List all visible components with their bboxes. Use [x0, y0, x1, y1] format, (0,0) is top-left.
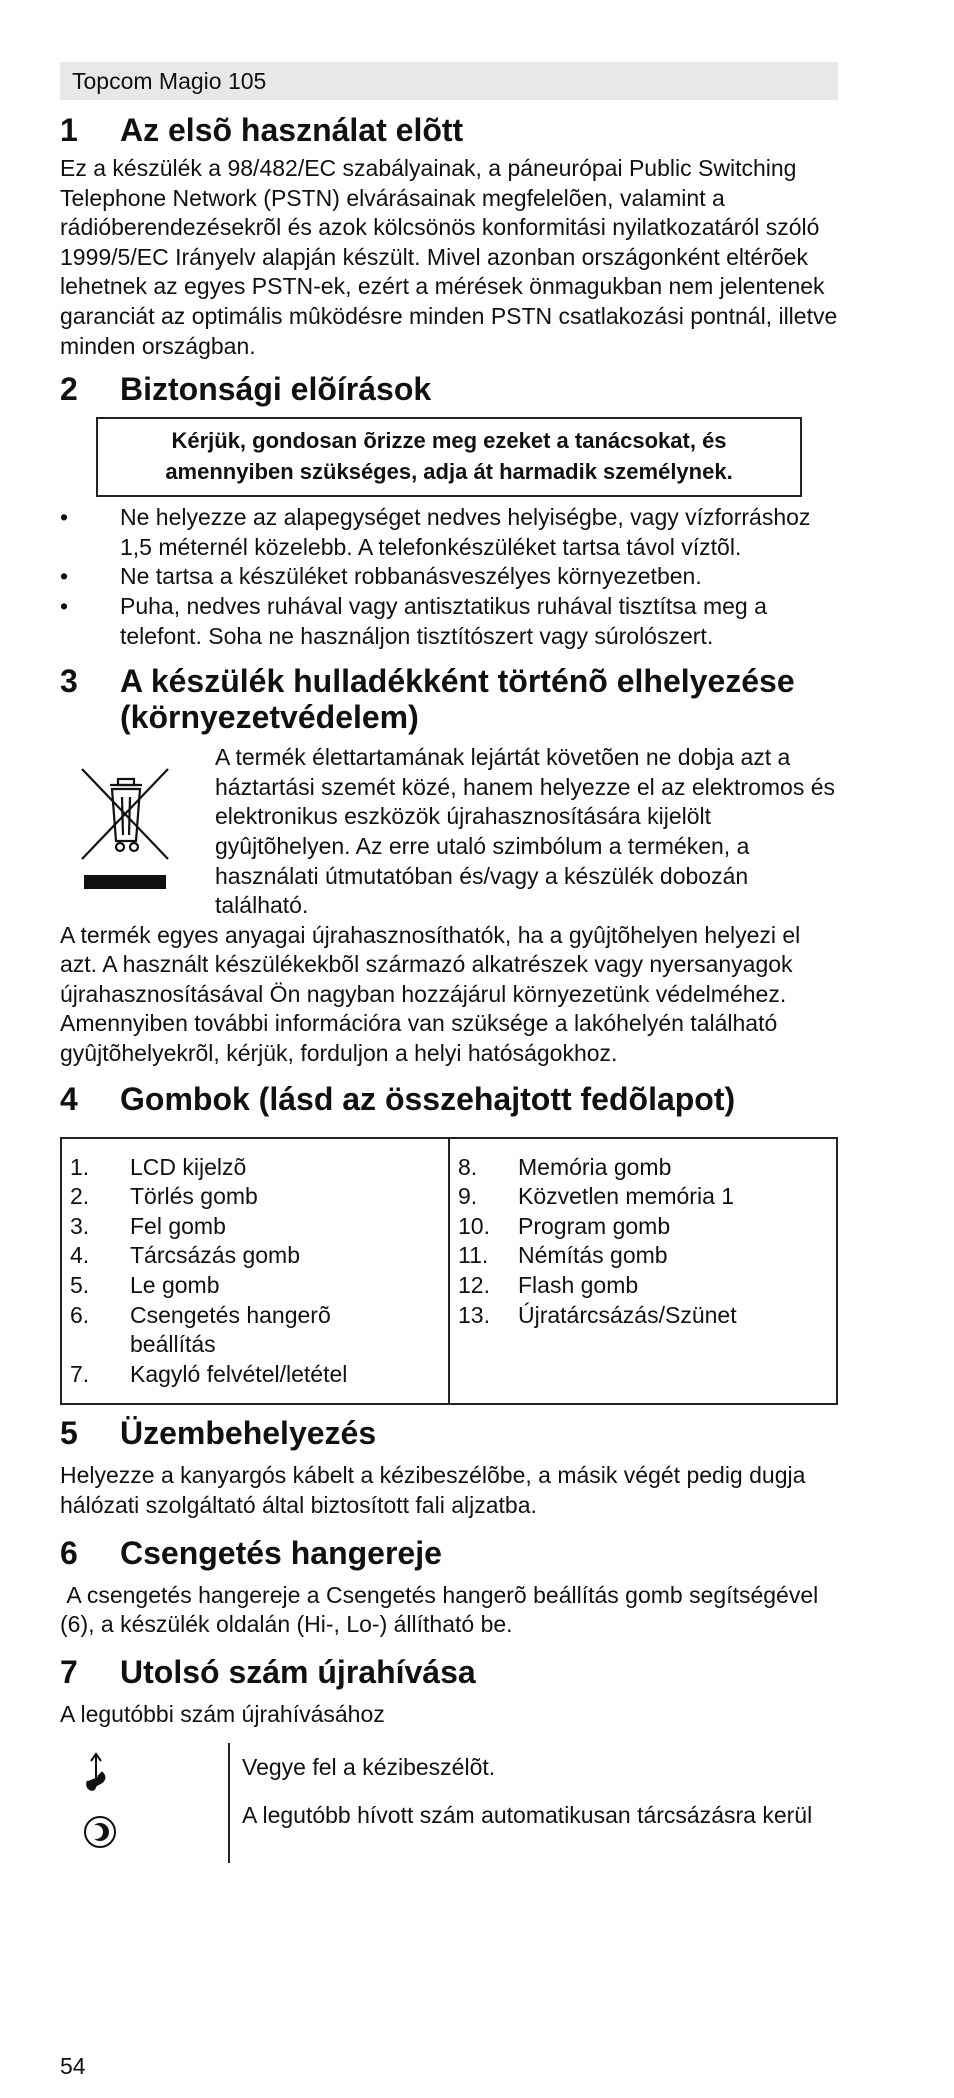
table-row	[458, 1301, 828, 1331]
table-row	[458, 1241, 828, 1271]
bullet: •	[60, 592, 69, 619]
section-2-heading	[60, 371, 838, 407]
item-number: 12.	[458, 1272, 490, 1299]
item-number: 11.	[458, 1242, 489, 1269]
weee-crossed-bin-icon	[60, 743, 215, 921]
list-item	[60, 592, 838, 651]
safety-warning-box	[96, 417, 802, 497]
step-row	[60, 1801, 838, 1863]
item-label: Közvetlen memória 1	[518, 1183, 735, 1210]
section-title: Utolsó szám újrahívása	[120, 1653, 476, 1690]
section-number: 7	[60, 1653, 78, 1690]
disposal-recycling-text: A termék egyes anyagai újrahasznosíthatók, ha a gyûjtõhelyen helyezi el azt. A használt készülékekbõl származó alkatrészek vagy nyersanyagok újrahasznosításával Ön nagyban hozzájárul környezetünk védelméhez.	[60, 921, 801, 1007]
table-row	[70, 1360, 440, 1390]
section-number: 4	[60, 1080, 78, 1117]
safety-list	[60, 503, 838, 651]
page-header	[60, 62, 838, 100]
list-item-text: Puha, nedves ruhával vagy antisztatikus ruhával tisztítsa meg a telefont. Soha ne használjon tisztítószert vagy súrolószert.	[120, 592, 767, 649]
section-number: 6	[60, 1534, 78, 1571]
table-row	[70, 1212, 440, 1242]
table-row	[458, 1153, 828, 1183]
item-number: 8.	[458, 1153, 478, 1180]
safety-warning-text: Kérjük, gondosan õrizze meg ezeket a tanácsokat, és amennyiben szükséges, adja át harmadik személynek.	[165, 428, 733, 485]
item-label: Kagyló felvétel/letétel	[130, 1360, 348, 1387]
item-label: Program gomb	[518, 1212, 671, 1239]
table-row	[70, 1301, 440, 1360]
item-label: Újratárcsázás/Szünet	[518, 1301, 737, 1328]
header-title: Topcom Magio 105	[72, 68, 267, 94]
item-label: Tárcsázás gomb	[130, 1242, 301, 1269]
list-item	[60, 503, 838, 562]
section-7-intro: A legutóbbi szám újrahívásához	[60, 1700, 385, 1727]
section-number: 1	[60, 112, 78, 148]
item-number: 10.	[458, 1212, 490, 1239]
section-4-heading	[60, 1081, 838, 1117]
item-label: LCD kijelzõ	[130, 1153, 247, 1180]
item-number: 2.	[70, 1183, 90, 1210]
step-row	[60, 1743, 838, 1801]
item-label: Memória gomb	[518, 1153, 672, 1180]
section-title: Gombok (lásd az összehajtott fedõlapot)	[120, 1080, 736, 1117]
section-title: Csengetés hangereje	[120, 1534, 442, 1571]
list-item-text: Ne helyezze az alapegységet nedves helyiségbe, vagy vízforráshoz 1,5 méternél közelebb. A telefonkészüléket tartsa távol víztõl.	[120, 504, 811, 560]
section-3-heading	[60, 663, 838, 735]
section-number: 3	[60, 663, 78, 700]
buttons-column-left	[61, 1138, 449, 1405]
section-1-heading	[60, 112, 838, 148]
section-title: A készülék hulladékként történõ elhelyezése (környezetvédelem)	[120, 663, 795, 736]
table-row	[458, 1182, 828, 1212]
section-number: 5	[60, 1415, 78, 1452]
table-row	[70, 1271, 440, 1301]
item-number: 1.	[70, 1153, 90, 1180]
table-row	[70, 1241, 440, 1271]
step-text: Vegye fel a kézibeszélõt.	[242, 1754, 496, 1781]
handset-lift-icon	[60, 1743, 230, 1801]
buttons-column-right	[449, 1138, 837, 1405]
item-number: 13.	[458, 1301, 490, 1328]
item-label: Némítás gomb	[518, 1242, 668, 1269]
section-title: Üzembehelyezés	[120, 1415, 377, 1452]
disposal-block	[60, 743, 838, 921]
page-number: 54	[60, 2053, 86, 2079]
item-label: Törlés gomb	[130, 1183, 258, 1210]
item-number: 6.	[70, 1301, 90, 1328]
section-5-body: Helyezze a kanyargós kábelt a kézibeszélõbe, a másik végét pedig dugja hálózati szolgáltató által biztosított fali aljzatba.	[60, 1462, 806, 1518]
bullet: •	[60, 504, 69, 531]
item-number: 9.	[458, 1183, 478, 1210]
item-number: 4.	[70, 1242, 90, 1269]
section-7-heading	[60, 1654, 838, 1690]
section-title: Az elsõ használat elõtt	[120, 112, 464, 148]
section-title: Biztonsági elõírások	[120, 371, 432, 408]
table-row	[458, 1271, 828, 1301]
item-label: Csengetés hangerõ beállítás	[130, 1301, 331, 1358]
list-item-text: Ne tartsa a készüléket robbanásveszélyes környezetben.	[120, 563, 702, 590]
section-number: 2	[60, 371, 78, 408]
document-page	[60, 62, 838, 1863]
section-6-heading	[60, 1535, 838, 1571]
item-label: Flash gomb	[518, 1272, 639, 1299]
disposal-text: A termék élettartamának lejártát követõen ne dobja azt a háztartási szemét közé, hanem helyezze el az elektromos és elektronikus eszközök újrahasznosítására kijelölt gyûjtõhelyen. Az erre utaló szimbólum a terméken, a használati útmutatóban és/vagy a készülék dobozán található.	[215, 744, 836, 919]
section-5-heading	[60, 1415, 838, 1451]
item-number: 5.	[70, 1272, 90, 1299]
section-1-body: Ez a készülék a 98/482/EC szabályainak, a páneurópai Public Switching Telephone Network (PSTN) elvárásainak megfelelõen, valamint a rádióberendezésekrõl és azok kölcsönös konformitási nyilatkozatáról szóló 1999/5/EC Irányelv alapján készült. Mivel azonban országonként eltérõek lehetnek az egyes PSTN-ek, ezért a mérések önmagukban nem jelentenek garanciát az optimális mûködésre minden PSTN csatlakozási pontnál, illetve minden országban.	[60, 155, 838, 359]
table-row	[70, 1153, 440, 1183]
section-6-body: A csengetés hangereje a Csengetés hangerõ beállítás gomb segítségével (6), a készülék oldalán (Hi-, Lo-) állítható be.	[60, 1581, 825, 1638]
step-text: A legutóbb hívott szám automatikusan tárcsázásra kerül	[242, 1802, 813, 1829]
disposal-info-text: Amennyiben további információra van szüksége a lakóhelyén található gyûjtõhelyekrõl, kérjük, forduljon a helyi hatóságokhoz.	[60, 1010, 778, 1067]
redial-steps	[60, 1743, 838, 1863]
redial-button-icon	[60, 1801, 230, 1863]
item-number: 3.	[70, 1212, 90, 1239]
table-row	[458, 1212, 828, 1242]
item-label: Fel gomb	[130, 1212, 226, 1239]
buttons-table	[60, 1137, 838, 1406]
list-item	[60, 562, 838, 592]
item-number: 7.	[70, 1360, 90, 1387]
item-label: Le gomb	[130, 1272, 220, 1299]
bullet: •	[60, 563, 69, 590]
table-row	[70, 1182, 440, 1212]
